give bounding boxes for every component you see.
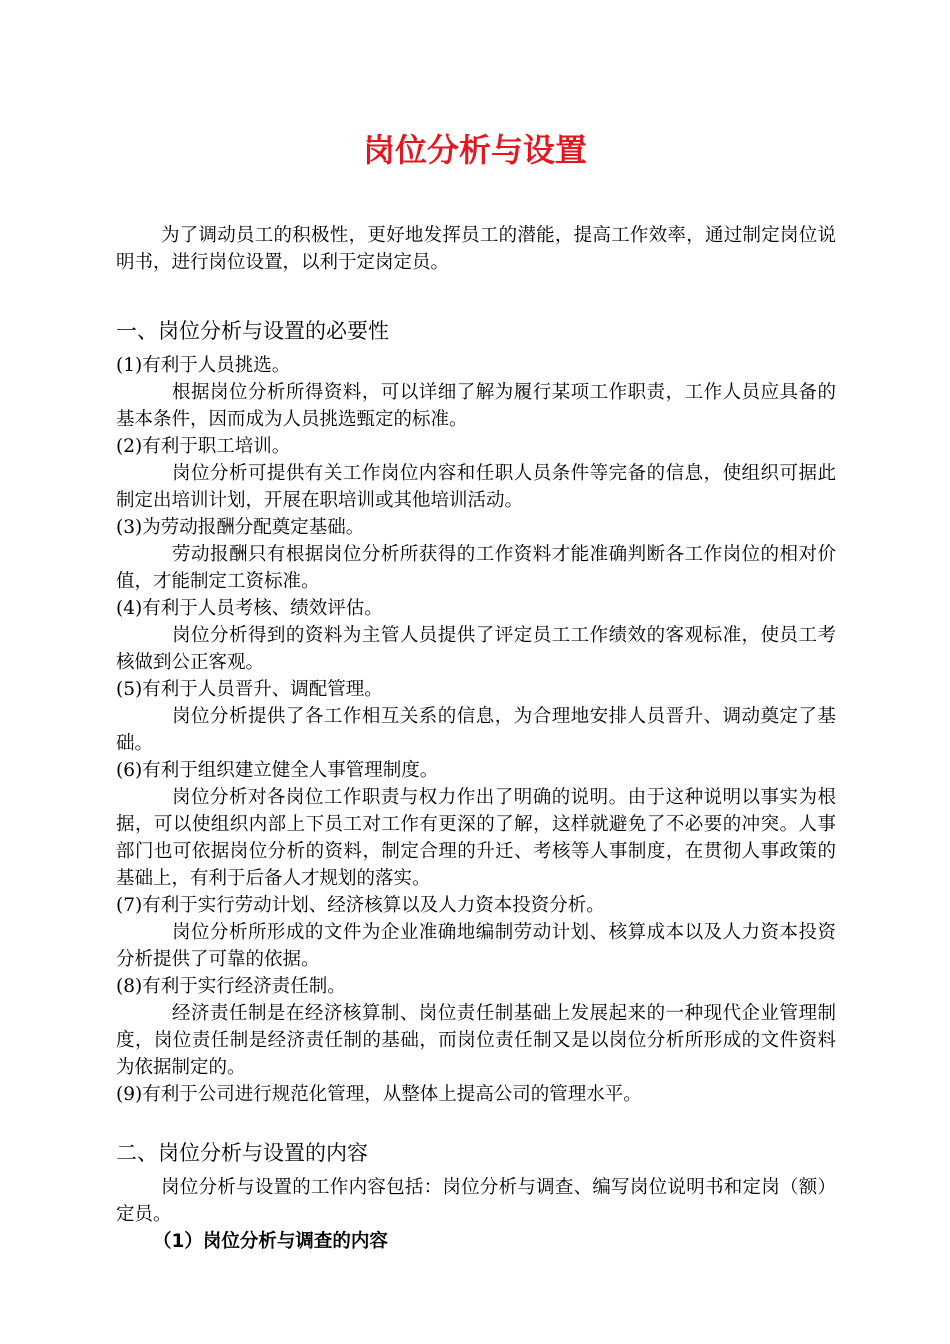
list-item-body: 根据岗位分析所得资料，可以详细了解为履行某项工作职责，工作人员应具备的基本条件，因而成为人员挑选甄定的标准。	[116, 382, 836, 430]
list-item-body: 岗位分析提供了各工作相互关系的信息，为合理地安排人员晋升、调动奠定了基础。	[116, 706, 836, 754]
intro-paragraph: 为了调动员工的积极性，更好地发挥员工的潜能，提高工作效率，通过制定岗位说明书，进行岗位设置，以利于定岗定员。	[116, 225, 836, 273]
list-item-label: (8)有利于实行经济责任制。	[116, 976, 346, 997]
document-title: 岗位分析与设置	[362, 131, 587, 169]
subsection-heading: （1）岗位分析与调查的内容	[153, 1231, 388, 1252]
list-item-body: 劳动报酬只有根据岗位分析所获得的工作资料才能准确判断各工作岗位的相对价值，才能制定工资标准。	[116, 544, 836, 592]
section-heading-necessity: 一、岗位分析与设置的必要性	[116, 319, 389, 343]
list-item-label: (5)有利于人员晋升、调配管理。	[116, 679, 383, 700]
list-item-label: (6)有利于组织建立健全人事管理制度。	[116, 760, 439, 781]
list-item-label: (3)为劳动报酬分配奠定基础。	[116, 517, 365, 538]
list-item-label: (9)有利于公司进行规范化管理，从整体上提高公司的管理水平。	[116, 1084, 642, 1105]
section-heading-content: 二、岗位分析与设置的内容	[116, 1141, 368, 1165]
list-item-body: 岗位分析得到的资料为主管人员提供了评定员工工作绩效的客观标准，使员工考核做到公正客观。	[116, 625, 836, 673]
list-item-body: 岗位分析可提供有关工作岗位内容和任职人员条件等完备的信息，使组织可据此制定出培训计划，开展在职培训或其他培训活动。	[116, 463, 836, 511]
list-item-label: (7)有利于实行劳动计划、经济核算以及人力资本投资分析。	[116, 895, 605, 916]
list-item-body: 经济责任制是在经济核算制、岗位责任制基础上发展起来的一种现代企业管理制度，岗位责任制是经济责任制的基础，而岗位责任制又是以岗位分析所形成的文件资料为依据制定的。	[116, 1003, 836, 1078]
list-item-body: 岗位分析所形成的文件为企业准确地编制劳动计划、核算成本以及人力资本投资分析提供了可靠的依据。	[116, 922, 836, 970]
list-item-label: (2)有利于职工培训。	[116, 436, 291, 457]
document-body	[116, 222, 836, 1255]
section-paragraph: 岗位分析与设置的工作内容包括：岗位分析与调查、编写岗位说明书和定岗（额）定员。	[116, 1177, 836, 1225]
list-item-label: (4)有利于人员考核、绩效评估。	[116, 598, 383, 619]
list-item-label: (1)有利于人员挑选。	[116, 355, 291, 376]
list-item-body: 岗位分析对各岗位工作职责与权力作出了明确的说明。由于这种说明以事实为根据，可以使组织内部上下员工对工作有更深的了解，这样就避免了不必要的冲突。人事部门也可依据岗位分析的资料，制定合理的升迁、考核等人事制度，在贯彻人事政策的基础上，有利于后备人才规划的落实。	[116, 787, 836, 889]
